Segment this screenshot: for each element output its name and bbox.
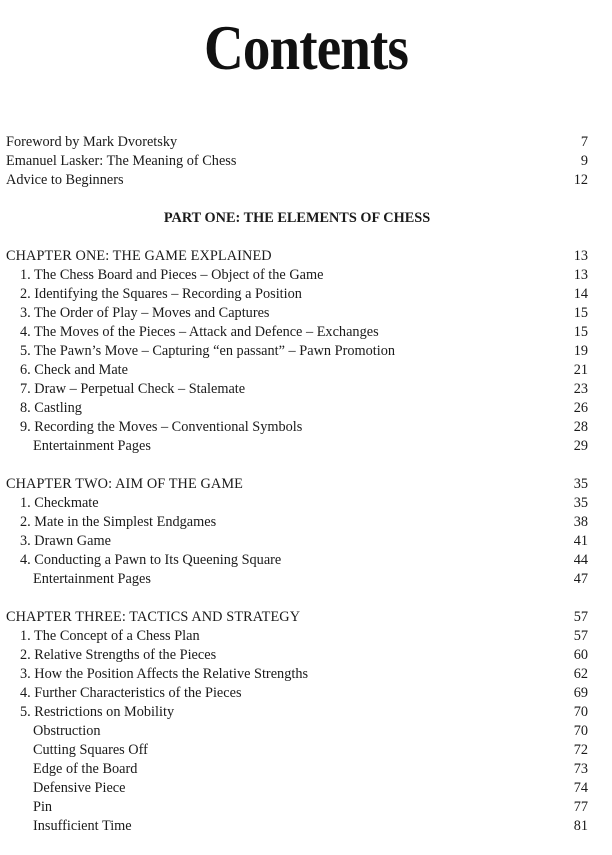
toc-entry-label: 2. Mate in the Simplest Endgames — [20, 514, 217, 530]
toc-entry[interactable] — [6, 703, 588, 722]
toc-entry-page: 15 — [573, 324, 588, 340]
toc-entry[interactable] — [6, 513, 588, 532]
chapter-one-section — [6, 247, 588, 456]
toc-entry-page: 70 — [573, 723, 588, 739]
toc-entry-label: 3. Drawn Game — [20, 533, 111, 549]
toc-entry-label: Obstruction — [33, 723, 101, 739]
toc-entry-page: 41 — [573, 533, 588, 549]
toc-entry[interactable] — [6, 418, 588, 437]
toc-entry-label: Entertainment Pages — [33, 438, 151, 454]
chapter-heading[interactable] — [6, 247, 588, 266]
toc-entry[interactable] — [6, 570, 588, 589]
chapter-heading[interactable] — [6, 475, 588, 494]
toc-entry-label: 8. Castling — [20, 400, 82, 416]
toc-entry-label: 1. The Concept of a Chess Plan — [20, 628, 200, 644]
toc-entry-page: 57 — [573, 628, 588, 644]
toc-entry-label: Cutting Squares Off — [33, 742, 148, 758]
toc-entry-label: 4. The Moves of the Pieces – Attack and Defence – Exchanges — [20, 324, 379, 340]
toc-entry-label: Emanuel Lasker: The Meaning of Chess — [6, 153, 237, 169]
toc-entry[interactable] — [6, 722, 588, 741]
toc-entry[interactable] — [6, 437, 588, 456]
page-title: Contents — [203, 12, 409, 83]
toc-entry[interactable] — [6, 665, 588, 684]
toc-entry-foreword[interactable] — [6, 133, 588, 152]
toc-entry-page: 19 — [573, 343, 588, 359]
toc-entry-page: 69 — [573, 685, 588, 701]
toc-entry-page: 57 — [573, 609, 588, 625]
chapter-three-section — [6, 608, 588, 836]
toc-entry-label: 1. Checkmate — [20, 495, 99, 511]
toc-entry-label: Advice to Beginners — [6, 172, 124, 188]
toc-entry-label: 1. The Chess Board and Pieces – Object of the Game — [20, 267, 324, 283]
toc-entry-page: 9 — [580, 153, 588, 169]
toc-entry-page: 35 — [573, 495, 588, 511]
toc-entry-page: 35 — [573, 476, 588, 492]
toc-entry-page: 47 — [573, 571, 588, 587]
toc-entry[interactable] — [6, 323, 588, 342]
toc-entry-label: 3. The Order of Play – Moves and Captures — [20, 305, 270, 321]
toc-entry[interactable] — [6, 494, 588, 513]
toc-entry-page: 74 — [573, 780, 588, 796]
toc-entry-page: 29 — [573, 438, 588, 454]
front-matter-section — [6, 133, 588, 190]
toc-entry-label: 2. Identifying the Squares – Recording a Position — [20, 286, 302, 302]
toc-entry-advice[interactable] — [6, 171, 588, 190]
toc-entry-label: Pin — [33, 799, 53, 815]
toc-entry-page: 73 — [573, 761, 588, 777]
toc-entry[interactable] — [6, 551, 588, 570]
toc-entry-page: 38 — [573, 514, 588, 530]
toc-entry-page: 62 — [573, 666, 588, 682]
toc-entry[interactable] — [6, 361, 588, 380]
toc-entry-label: 3. How the Position Affects the Relative Strengths — [20, 666, 309, 682]
toc-entry-page: 21 — [573, 362, 588, 378]
chapter-title: CHAPTER ONE: THE GAME EXPLAINED — [6, 248, 272, 264]
toc-entry-label: 6. Check and Mate — [20, 362, 128, 378]
chapter-two-section — [6, 475, 588, 589]
toc-entry-label: 7. Draw – Perpetual Check – Stalemate — [20, 381, 246, 397]
toc-entry[interactable] — [6, 342, 588, 361]
toc-entry[interactable] — [6, 399, 588, 418]
toc-entry-page: 12 — [573, 172, 588, 188]
toc-entry[interactable] — [6, 627, 588, 646]
toc-entry-page: 14 — [573, 286, 588, 302]
toc-entry[interactable] — [6, 684, 588, 703]
toc-entry-page: 28 — [573, 419, 588, 435]
toc-entry-page: 81 — [573, 818, 588, 834]
toc-entry-page: 13 — [573, 267, 588, 283]
toc-entry-page: 44 — [573, 552, 588, 568]
toc-entry-page: 60 — [573, 647, 588, 663]
toc-entry-label: 5. The Pawn’s Move – Capturing “en passant” – Pawn Promotion — [20, 343, 395, 359]
toc-entry[interactable] — [6, 285, 588, 304]
toc-entry[interactable] — [6, 646, 588, 665]
toc-entry-label: 5. Restrictions on Mobility — [20, 704, 175, 720]
toc-entry[interactable] — [6, 741, 588, 760]
toc-entry[interactable] — [6, 304, 588, 323]
toc-entry-page: 23 — [573, 381, 588, 397]
toc-entry-label: 9. Recording the Moves – Conventional Symbols — [20, 419, 303, 435]
toc-entry[interactable] — [6, 817, 588, 836]
toc-entry[interactable] — [6, 798, 588, 817]
chapter-title: CHAPTER TWO: AIM OF THE GAME — [6, 476, 243, 492]
toc-entry-page: 72 — [573, 742, 588, 758]
toc-entry-label: Foreword by Mark Dvoretsky — [6, 134, 178, 150]
toc-entry-label: Insufficient Time — [33, 818, 132, 834]
toc-entry-label: 4. Further Characteristics of the Pieces — [20, 685, 242, 701]
toc-entry-label: 2. Relative Strengths of the Pieces — [20, 647, 217, 663]
toc-entry-label: Entertainment Pages — [33, 571, 151, 587]
toc-entry-page: 13 — [573, 248, 588, 264]
toc-entry[interactable] — [6, 266, 588, 285]
toc-entry[interactable] — [6, 380, 588, 399]
toc-entry-page: 77 — [573, 799, 588, 815]
toc-entry-page: 70 — [573, 704, 588, 720]
toc-entry-label: Edge of the Board — [33, 761, 138, 777]
toc-entry-page: 26 — [573, 400, 588, 416]
toc-entry-label: Defensive Piece — [33, 780, 126, 796]
chapter-heading[interactable] — [6, 608, 588, 627]
part-heading: PART ONE: THE ELEMENTS OF CHESS — [163, 210, 431, 226]
toc-entry[interactable] — [6, 532, 588, 551]
toc-entry[interactable] — [6, 779, 588, 798]
toc-entry-page: 7 — [580, 134, 588, 150]
toc-entry-page: 15 — [573, 305, 588, 321]
chapter-title: CHAPTER THREE: TACTICS AND STRATEGY — [6, 609, 301, 625]
toc-entry-lasker-essay[interactable] — [6, 152, 588, 171]
toc-entry[interactable] — [6, 760, 588, 779]
toc-entry-label: 4. Conducting a Pawn to Its Queening Square — [20, 552, 282, 568]
table-of-contents — [6, 133, 588, 855]
